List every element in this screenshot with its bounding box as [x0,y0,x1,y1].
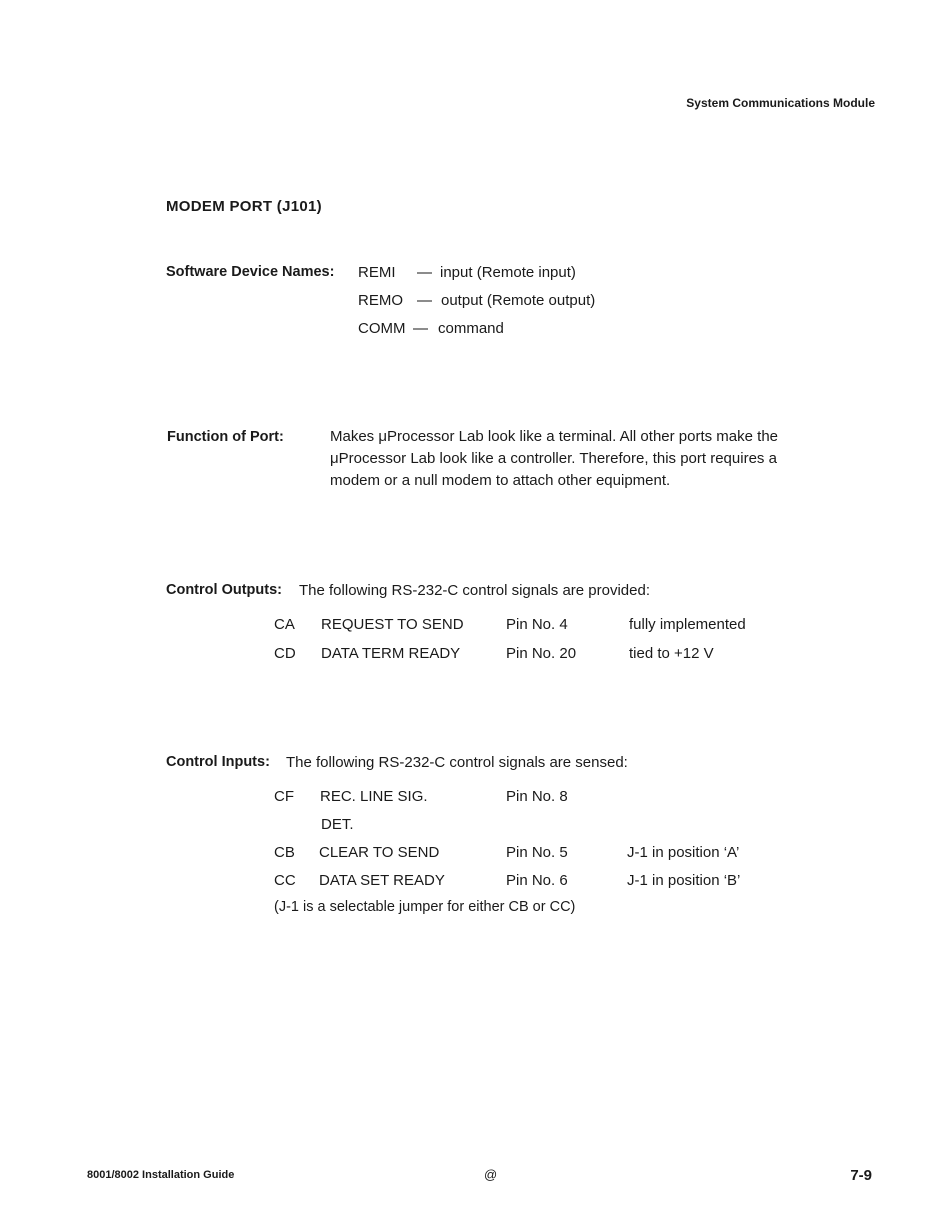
device-dash: — [417,292,432,309]
signal-name: DET. [321,816,354,833]
signal-note: tied to +12 V [629,645,714,662]
signal-pin: Pin No. 6 [506,872,568,889]
signal-code: CC [274,872,296,889]
control-inputs-intro: The following RS-232-C control signals are sensed: [286,754,628,771]
control-outputs-label: Control Outputs: [166,582,282,598]
jumper-note: (J-1 is a selectable jumper for either CB or CC) [274,899,576,915]
signal-name: CLEAR TO SEND [319,844,440,861]
page-number: 7-9 [850,1167,872,1184]
function-of-port-label: Function of Port: [167,429,284,445]
running-header: System Communications Module [686,96,875,110]
section-title: MODEM PORT (J101) [166,198,322,215]
signal-note: fully implemented [629,616,746,633]
signal-name: REQUEST TO SEND [321,616,464,633]
signal-note: J-1 in position ‘B’ [627,872,741,889]
signal-code: CB [274,844,295,861]
signal-note: J-1 in position ‘A’ [627,844,740,861]
device-description: command [438,320,504,337]
signal-code: CD [274,645,296,662]
signal-code: CF [274,788,294,805]
footer-mark: @ [484,1167,498,1182]
signal-name: DATA SET READY [319,872,445,889]
device-description: output (Remote output) [441,292,596,309]
device-name: REMO [358,292,403,309]
signal-pin: Pin No. 5 [506,844,568,861]
signal-pin: Pin No. 20 [506,645,577,662]
device-description: input (Remote input) [440,264,576,281]
signal-pin: Pin No. 8 [506,788,568,805]
signal-code: CA [274,616,295,633]
device-name: COMM [358,320,406,337]
device-dash: — [413,320,428,337]
function-of-port-text: Makes μProcessor Lab look like a terminal. All other ports make the μProcessor Lab look like a controller. Therefore, this port requires a modem or a null modem to attach other equipment. [330,428,779,489]
signal-name: REC. LINE SIG. [320,788,428,805]
signal-pin: Pin No. 4 [506,616,568,633]
footer-document-title: 8001/8002 Installation Guide [87,1169,235,1181]
signal-name: DATA TERM READY [321,645,461,662]
device-dash: — [417,264,432,281]
software-device-names-label: Software Device Names: [166,264,335,280]
device-name: REMI [358,264,396,281]
control-inputs-label: Control Inputs: [166,754,270,770]
control-outputs-intro: The following RS-232-C control signals are provided: [299,582,651,599]
